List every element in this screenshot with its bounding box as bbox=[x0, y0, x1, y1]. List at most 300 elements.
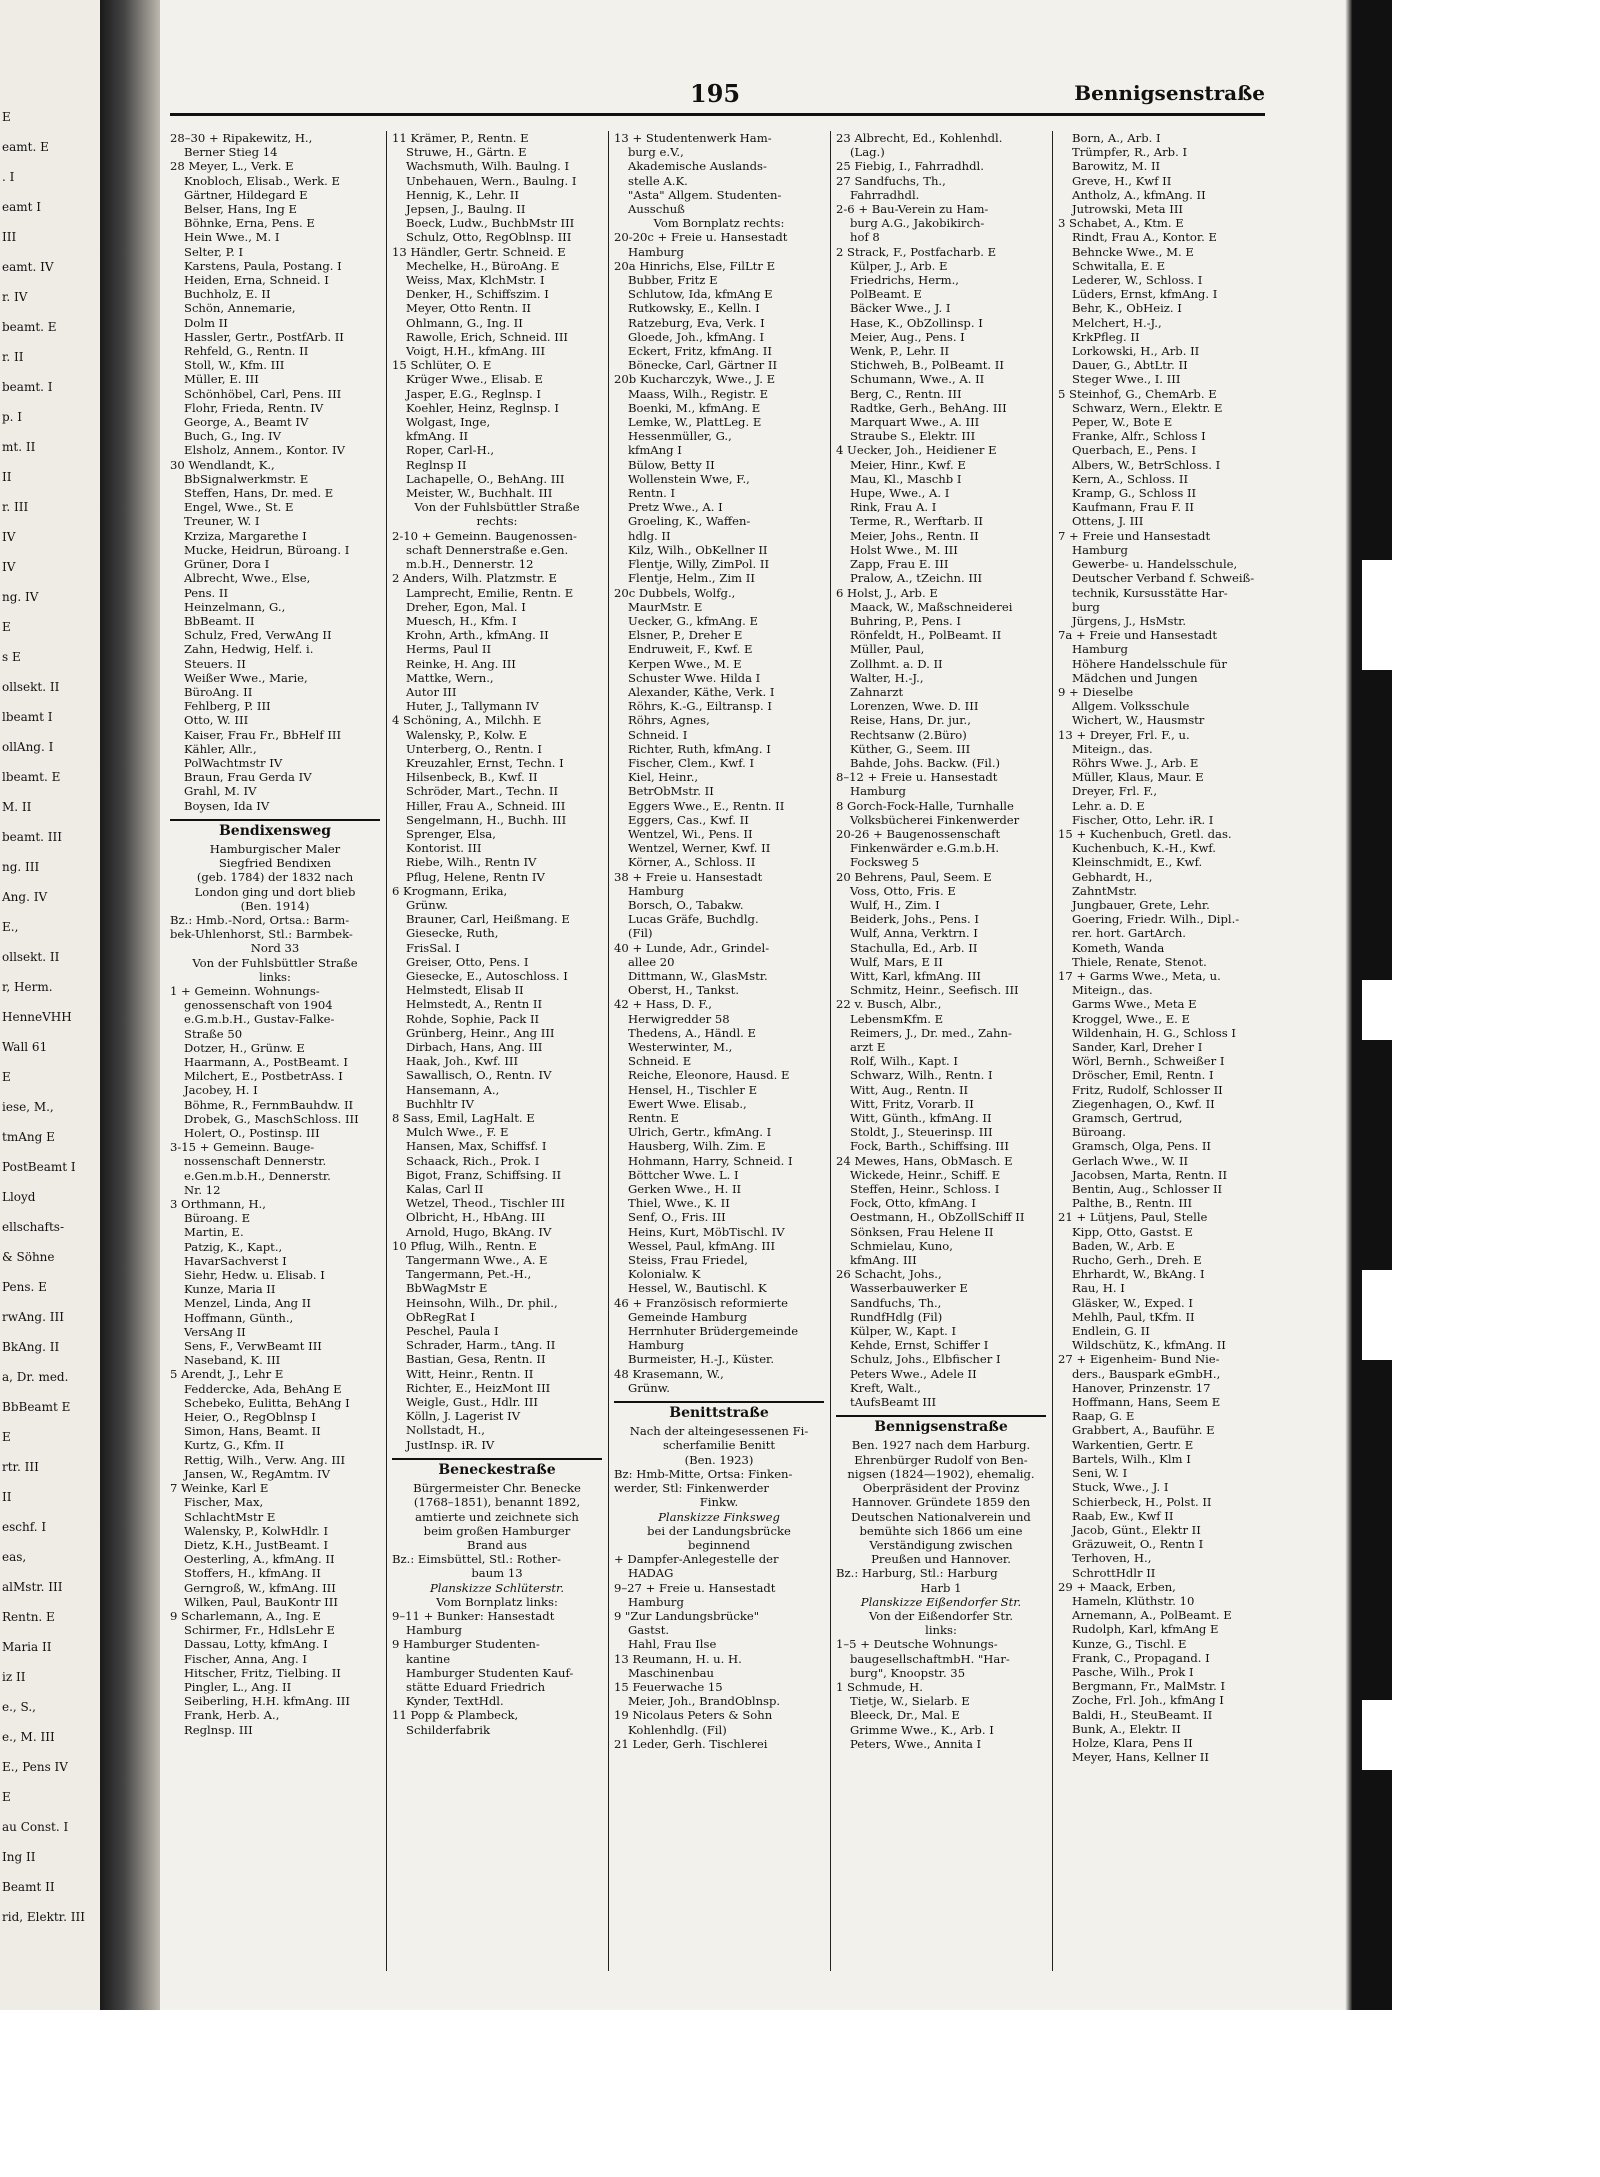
directory-line: Wulf, Mars, E II bbox=[850, 954, 943, 969]
facing-page-fragment: p. I bbox=[2, 410, 23, 424]
directory-line: Schmitz, Heinr., Seefisch. III bbox=[850, 983, 1019, 998]
directory-line: Thiele, Renate, Stenot. bbox=[1072, 954, 1207, 969]
directory-line: Volksbücherei Finkenwerder bbox=[850, 812, 1020, 827]
directory-line: Finkw. bbox=[699, 1495, 739, 1510]
directory-line: Witt, Günth., kfmAng. II bbox=[850, 1111, 992, 1126]
house-entry: 13 Händler, Gertr. Schneid. E bbox=[392, 244, 566, 259]
directory-line: Hoffmann, Günth., bbox=[184, 1310, 294, 1325]
directory-line: SchlachtMstr E bbox=[184, 1509, 276, 1524]
house-entry: 20a Hinrichs, Else, FilLtr E bbox=[614, 258, 776, 273]
facing-page-fragment: IV bbox=[2, 530, 16, 544]
directory-line: Stoffers, H., kfmAng. II bbox=[184, 1566, 321, 1581]
directory-line: Bergmann, Fr., MalMstr. I bbox=[1072, 1679, 1226, 1694]
house-entry: 22 v. Busch, Albr., bbox=[836, 997, 942, 1012]
directory-line: Sawallisch, O., Rentn. IV bbox=[406, 1068, 552, 1083]
directory-line: Dreher, Egon, Mal. I bbox=[406, 599, 526, 614]
directory-line: Kramp, G., Schloss II bbox=[1072, 486, 1197, 501]
directory-line: Schirmer, Fr., HdlsLehr E bbox=[184, 1623, 335, 1638]
directory-line: Rentn. E bbox=[628, 1111, 680, 1126]
directory-line: Schön, Annemarie, bbox=[184, 301, 296, 316]
directory-line: Rink, Frau A. I bbox=[850, 500, 937, 515]
directory-line: Gräzuweit, O., Rentn I bbox=[1072, 1537, 1204, 1552]
directory-line: Kreft, Walt., bbox=[850, 1380, 921, 1395]
house-entry: Bz.: Hmb.-Nord, Ortsa.: Barm- bbox=[170, 912, 350, 927]
directory-line: bei der Landungsbrücke bbox=[647, 1523, 791, 1538]
directory-line: Bentin, Aug., Schlosser II bbox=[1072, 1182, 1223, 1197]
facing-page-fragment: eschf. I bbox=[2, 1520, 47, 1534]
directory-line: Riebe, Wilh., Rentn IV bbox=[406, 855, 537, 870]
directory-line: Huter, J., Tallymann IV bbox=[406, 699, 539, 714]
directory-line: Hitscher, Fritz, Tielbing. II bbox=[184, 1665, 341, 1680]
directory-line: Helmstedt, Elisab II bbox=[406, 983, 524, 998]
facing-page-fragment: HenneVHH bbox=[2, 1010, 72, 1024]
directory-line: (Lag.) bbox=[850, 145, 885, 160]
facing-page-fragment: Lloyd bbox=[2, 1190, 36, 1204]
directory-line: Lucas Gräfe, Buchdlg. bbox=[628, 912, 759, 927]
directory-line: Witt, Heinr., Rentn. II bbox=[406, 1366, 534, 1381]
directory-line: Bunk, A., Elektr. II bbox=[1072, 1721, 1181, 1736]
directory-line: Westerwinter, M., bbox=[628, 1040, 733, 1054]
directory-line: Autor III bbox=[406, 684, 457, 699]
directory-line: Kerpen Wwe., M. E bbox=[628, 656, 742, 671]
directory-line: Flentje, Willy, ZimPol. II bbox=[628, 557, 770, 572]
directory-line: Dauer, G., AbtLtr. II bbox=[1072, 358, 1188, 373]
directory-line: FrisSal. I bbox=[406, 940, 460, 955]
directory-line: Fritz, Rudolf, Schlosser II bbox=[1072, 1082, 1223, 1097]
house-entry: 6 Holst, J., Arb. E bbox=[836, 585, 938, 600]
directory-line: Hansemann, A., bbox=[406, 1082, 500, 1097]
directory-line: Heinsohn, Wilh., Dr. phil., bbox=[406, 1295, 558, 1310]
directory-line: Kontorist. III bbox=[406, 841, 482, 856]
house-entry: 11 Krämer, P., Rentn. E bbox=[392, 131, 529, 145]
directory-line: Frank, C., Propagand. I bbox=[1072, 1650, 1210, 1665]
directory-line: Ottens, J. III bbox=[1072, 514, 1144, 529]
directory-line: burg e.V., bbox=[628, 145, 684, 160]
directory-line: Kern, A., Schloss. II bbox=[1072, 471, 1189, 486]
facing-page-fragment: mt. II bbox=[2, 440, 36, 454]
directory-line: Milchert, E., PostbetrAss. I bbox=[184, 1069, 343, 1084]
directory-line: Gemeinde Hamburg bbox=[628, 1309, 747, 1324]
house-entry: 13 + Studentenwerk Ham- bbox=[614, 131, 772, 145]
directory-line: Grünberg, Heinr., Ang III bbox=[406, 1025, 555, 1040]
directory-line: Rau, H. I bbox=[1072, 1281, 1125, 1296]
directory-line: Sander, Karl, Dreher I bbox=[1072, 1040, 1203, 1054]
directory-line: Kurtz, G., Kfm. II bbox=[184, 1438, 284, 1453]
directory-line: Buchhltr IV bbox=[406, 1096, 474, 1111]
directory-line: Zahnarzt bbox=[850, 684, 904, 699]
directory-line: Kehde, Ernst, Schiffer I bbox=[850, 1338, 989, 1353]
directory-line: Weigle, Gust., Hdlr. III bbox=[406, 1395, 538, 1410]
directory-line: Jürgens, J., HsMstr. bbox=[1072, 613, 1187, 628]
facing-page-fragment: Beamt II bbox=[2, 1880, 55, 1894]
directory-line: Rönfeldt, H., PolBeamt. II bbox=[850, 628, 1002, 643]
facing-page-fragment: M. II bbox=[2, 800, 32, 814]
directory-line: amtierte und zeichnete sich bbox=[415, 1509, 579, 1524]
plan-sketch-note: Planskizze Eißendorfer Str. bbox=[860, 1594, 1022, 1609]
directory-line: Dirbach, Hans, Ang. III bbox=[406, 1040, 543, 1054]
directory-line: Struwe, H., Gärtn. E bbox=[406, 145, 527, 160]
directory-line: Thiel, Wwe., K. II bbox=[628, 1196, 730, 1211]
directory-line: Knobloch, Elisab., Werk. E bbox=[184, 173, 340, 188]
directory-line: Schwitalla, E. E bbox=[1072, 258, 1166, 273]
directory-line: Greve, H., Kwf II bbox=[1072, 173, 1172, 188]
directory-line: Wulf, H., Zim. I bbox=[850, 897, 940, 912]
directory-line: Meister, W., Buchhalt. III bbox=[406, 486, 553, 501]
directory-line: burg A.G., Jakobikirch- bbox=[850, 216, 985, 231]
directory-line: Jacob, Günt., Elektr II bbox=[1072, 1522, 1201, 1537]
house-entry: 2 Strack, F., Postfacharb. E bbox=[836, 244, 997, 259]
directory-line: Grabbert, A., Bauführ. E bbox=[1072, 1423, 1215, 1438]
facing-page-fragment: eamt. E bbox=[2, 140, 49, 154]
directory-line: burg bbox=[1072, 599, 1100, 614]
directory-line: bemühte sich 1866 um eine bbox=[859, 1523, 1023, 1538]
house-entry: 20-26 + Baugenossenschaft bbox=[836, 826, 1001, 841]
directory-line: Hessenmüller, G., bbox=[628, 429, 732, 444]
directory-line: Meier, Hinr., Kwf. E bbox=[850, 457, 966, 472]
house-entry: 15 Schlüter, O. E bbox=[392, 358, 492, 373]
directory-line: Schneid. E bbox=[628, 1054, 692, 1069]
facing-page-fragment: II bbox=[2, 1490, 12, 1504]
directory-line: Hahl, Frau Ilse bbox=[628, 1637, 717, 1652]
facing-page-fragment: Pens. E bbox=[2, 1280, 47, 1294]
directory-line: Heier, O., RegOblnsp I bbox=[184, 1410, 316, 1425]
house-entry: 24 Mewes, Hans, ObMasch. E bbox=[836, 1153, 1013, 1168]
directory-line: Fahrradhdl. bbox=[850, 187, 920, 202]
directory-line: Haak, Joh., Kwf. III bbox=[406, 1054, 519, 1069]
directory-line: Kalas, Carl II bbox=[406, 1182, 484, 1197]
directory-line: LebensmKfm. E bbox=[850, 1011, 944, 1026]
house-entry: werder, Stl: Finkenwerder bbox=[614, 1481, 769, 1496]
directory-line: Baldi, H., SteuBeamt. II bbox=[1072, 1707, 1213, 1722]
facing-page-fragment: E., Pens IV bbox=[2, 1760, 68, 1774]
directory-line: Steuers. II bbox=[184, 656, 246, 671]
directory-line: baum 13 bbox=[471, 1566, 523, 1581]
directory-line: Rindt, Frau A., Kontor. E bbox=[1072, 230, 1217, 245]
directory-line: Kometh, Wanda bbox=[1072, 940, 1165, 955]
directory-line: Hensel, H., Tischler E bbox=[628, 1082, 758, 1097]
directory-line: Lederer, W., Schloss. I bbox=[1072, 273, 1203, 288]
directory-line: Kaufmann, Frau F. II bbox=[1072, 500, 1194, 515]
directory-line: Patzig, K., Kapt., bbox=[184, 1239, 283, 1254]
directory-line: Peper, W., Bote E bbox=[1072, 415, 1173, 430]
directory-line: Voss, Otto, Fris. E bbox=[850, 883, 956, 898]
directory-line: Rohde, Sophie, Pack II bbox=[406, 1011, 540, 1026]
facing-page-fragment: Rentn. E bbox=[2, 1610, 55, 1624]
directory-line: Stachulla, Ed., Arb. II bbox=[850, 940, 978, 955]
house-entry: 19 Nicolaus Peters & Sohn bbox=[614, 1708, 773, 1723]
directory-line: Gebhardt, H., bbox=[1072, 869, 1153, 884]
directory-line: Deutscher Verband f. Schweiß- bbox=[1072, 571, 1255, 586]
directory-line: Mucke, Heidrun, Büroang. I bbox=[184, 542, 350, 557]
directory-line: Müller, Klaus, Maur. E bbox=[1072, 770, 1204, 785]
directory-line: Nollstadt, H., bbox=[406, 1423, 485, 1438]
directory-line: Schlutow, Ida, kfmAng E bbox=[628, 287, 773, 302]
directory-line: Raap, G. E bbox=[1072, 1409, 1135, 1424]
directory-line: Witt, Fritz, Vorarb. II bbox=[850, 1096, 974, 1111]
directory-line: Wildschütz, K., kfmAng. II bbox=[1072, 1338, 1226, 1353]
directory-line: technik, Kursusstätte Har- bbox=[1072, 585, 1228, 600]
directory-line: Hamburg bbox=[1072, 542, 1128, 557]
house-entry: 48 Krasemann, W., bbox=[614, 1366, 724, 1381]
directory-line: Ausschuß bbox=[628, 202, 685, 217]
house-entry: 15 + Kuchenbuch, Gretl. das. bbox=[1058, 826, 1232, 841]
directory-line: Kipp, Otto, Gastst. E bbox=[1072, 1224, 1193, 1239]
directory-line: Oberst, H., Tankst. bbox=[628, 983, 740, 998]
directory-line: Gloede, Joh., kfmAng. I bbox=[628, 329, 765, 344]
directory-line: Radtke, Gerh., BehAng. III bbox=[850, 400, 1007, 415]
house-entry: 20-20c + Freie u. Hansestadt bbox=[614, 230, 788, 245]
directory-line: Stoldt, J., Steuerinsp. III bbox=[850, 1125, 993, 1140]
directory-line: Albrecht, Wwe., Else, bbox=[184, 571, 311, 586]
house-entry: Bz.: Harburg, Stl.: Harburg bbox=[836, 1566, 998, 1581]
directory-line: Kunze, Maria II bbox=[184, 1282, 276, 1297]
directory-line: Peters Wwe., Adele II bbox=[850, 1366, 977, 1381]
directory-column-2 bbox=[392, 131, 602, 1971]
directory-line: Wollenstein Wwe, F., bbox=[628, 471, 750, 486]
directory-line: Beiderk, Johs., Pens. I bbox=[850, 912, 979, 927]
directory-line: Trümpfer, R., Arb. I bbox=[1072, 145, 1188, 160]
facing-page-fragment: rwAng. III bbox=[2, 1310, 64, 1324]
directory-line: Ehrhardt, W., BkAng. I bbox=[1072, 1267, 1205, 1282]
directory-line: Büroang. bbox=[1072, 1125, 1126, 1140]
directory-line: Höhere Handelsschule für bbox=[1072, 656, 1227, 671]
facing-page-fragment: IV bbox=[2, 560, 16, 574]
facing-page-fragment: lbeamt. E bbox=[2, 770, 61, 784]
directory-line: Miteign., das. bbox=[1072, 741, 1153, 756]
directory-line: Brand aus bbox=[467, 1537, 527, 1552]
directory-line: Garms Wwe., Meta E bbox=[1072, 997, 1197, 1012]
house-entry: 28–30 + Ripakewitz, H., bbox=[170, 131, 313, 145]
directory-line: Fischer, Clem., Kwf. I bbox=[628, 755, 755, 770]
facing-page-fragment: rtr. III bbox=[2, 1460, 39, 1474]
facing-page-fragment: eas, bbox=[2, 1550, 27, 1564]
directory-line: Giesecke, E., Autoschloss. I bbox=[406, 968, 568, 983]
directory-line: Küther, G., Seem. III bbox=[850, 741, 971, 756]
directory-line: Koehler, Heinz, Reglnsp. I bbox=[406, 400, 559, 415]
house-entry: 1–5 + Deutsche Wohnungs- bbox=[836, 1637, 998, 1652]
directory-line: ders., Bauspark eGmbH., bbox=[1072, 1366, 1221, 1381]
directory-line: Peters, Wwe., Annita I bbox=[850, 1736, 982, 1751]
directory-line: Hamburg bbox=[628, 244, 684, 259]
directory-line: Rettig, Wilh., Verw. Ang. III bbox=[184, 1452, 346, 1467]
directory-line: HavarSachverst I bbox=[184, 1253, 287, 1268]
house-entry: 20b Kucharczyk, Wwe., J. E bbox=[614, 372, 776, 387]
facing-page-fragment: ollAng. I bbox=[2, 740, 54, 754]
street-section-title: Bendixensweg bbox=[170, 819, 380, 838]
directory-line: Eggers Wwe., E., Rentn. II bbox=[628, 798, 785, 813]
directory-line: Gramsch, Olga, Pens. II bbox=[1072, 1139, 1211, 1154]
directory-line: Heinzelmann, G., bbox=[184, 599, 286, 614]
directory-line: Gärtner, Hildegard E bbox=[184, 187, 308, 202]
directory-line: (Fil) bbox=[628, 926, 653, 941]
directory-line: Kohlenhdlg. (Fil) bbox=[628, 1722, 727, 1737]
house-entry: 23 Albrecht, Ed., Kohlenhdl. bbox=[836, 131, 1003, 145]
directory-line: Bülow, Betty II bbox=[628, 457, 715, 472]
directory-line: Bastian, Gesa, Rentn. II bbox=[406, 1352, 546, 1367]
directory-line: Pingler, L., Ang. II bbox=[184, 1679, 292, 1694]
column-divider bbox=[386, 131, 387, 1971]
directory-line: Heins, Kurt, MöbTischl. IV bbox=[628, 1224, 785, 1239]
directory-line: Gläsker, W., Exped. I bbox=[1072, 1295, 1193, 1310]
directory-line: Krziza, Margarethe I bbox=[184, 528, 307, 543]
column-divider bbox=[1052, 131, 1053, 1971]
directory-line: Richter, E., HeizMont III bbox=[406, 1380, 551, 1395]
directory-line: Kolonialw. K bbox=[628, 1267, 701, 1282]
directory-line: Reinke, H. Ang. III bbox=[406, 656, 516, 671]
directory-line: Eggers, Cas., Kwf. II bbox=[628, 812, 749, 827]
directory-line: Hamburg bbox=[1072, 642, 1128, 657]
directory-line: Antholz, A., kfmAng. II bbox=[1072, 187, 1206, 202]
directory-line: Roper, Carl-H., bbox=[406, 443, 495, 458]
directory-line: Melchert, H.-J., bbox=[1072, 315, 1162, 330]
directory-line: Wolgast, Inge, bbox=[406, 415, 491, 430]
directory-line: Meier, Aug., Pens. I bbox=[850, 329, 965, 344]
directory-line: burg", Knoopstr. 35 bbox=[850, 1665, 966, 1680]
directory-line: Rehfeld, G., Rentn. II bbox=[184, 344, 309, 359]
directory-line: Steffen, Heinr., Schloss. I bbox=[850, 1182, 1000, 1197]
directory-line: Rawolle, Erich, Schneid. III bbox=[406, 329, 568, 344]
directory-line: Jacobey, H. I bbox=[184, 1083, 258, 1098]
directory-line: Dassau, Lotty, kfmAng. I bbox=[184, 1637, 328, 1652]
directory-line: Seni, W. I bbox=[1072, 1466, 1128, 1481]
directory-line: Groeling, K., Waffen- bbox=[628, 514, 751, 529]
directory-line: Witt, Aug., Rentn. II bbox=[850, 1082, 969, 1097]
directory-line: tAufsBeamt III bbox=[850, 1395, 937, 1410]
directory-line: Feddercke, Ada, BehAng E bbox=[184, 1381, 342, 1396]
directory-line: Arnemann, A., PolBeamt. E bbox=[1072, 1608, 1232, 1623]
directory-line: Preußen und Hannover. bbox=[871, 1552, 1011, 1567]
directory-line: Schulz, Johs., Elbfischer I bbox=[850, 1352, 1001, 1367]
facing-page-fragment: Maria II bbox=[2, 1640, 52, 1654]
directory-line: Meier, Joh., BrandOblnsp. bbox=[628, 1694, 781, 1709]
directory-line: Olbricht, H., HbAng. III bbox=[406, 1210, 545, 1225]
street-section-title: Bennigsenstraße bbox=[836, 1415, 1046, 1434]
directory-line: Straße 50 bbox=[184, 1026, 243, 1041]
house-entry: 21 + Lütjens, Paul, Stelle bbox=[1058, 1210, 1208, 1225]
house-entry: 9–11 + Bunker: Hansestadt bbox=[392, 1608, 555, 1623]
directory-line: Jacobsen, Marta, Rentn. II bbox=[1072, 1167, 1228, 1182]
directory-line: Walensky, P., Kolw. E bbox=[406, 727, 528, 742]
directory-line: Elsner, P., Dreher E bbox=[628, 628, 743, 643]
directory-line: Boysen, Ida IV bbox=[184, 798, 270, 813]
directory-line: (1768–1851), benannt 1892, bbox=[413, 1495, 581, 1510]
directory-line: Schierbeck, H., Polst. II bbox=[1072, 1494, 1212, 1509]
directory-line: Friedrichs, Herm., bbox=[850, 273, 959, 288]
house-entry: 21 Leder, Gerh. Tischlerei bbox=[614, 1736, 768, 1751]
directory-line: Frank, Herb. A., bbox=[184, 1708, 280, 1723]
directory-line: Krüger Wwe., Elisab. E bbox=[406, 372, 543, 387]
directory-line: Mulch Wwe., F. E bbox=[406, 1125, 509, 1140]
directory-line: Fischer, Anna, Ang. I bbox=[184, 1651, 307, 1666]
directory-line: Focksweg 5 bbox=[850, 855, 920, 870]
directory-line: Buchholz, E. II bbox=[184, 287, 271, 302]
directory-line: Fock, Otto, kfmAng. I bbox=[850, 1196, 976, 1211]
directory-line: Akademische Auslands- bbox=[628, 159, 767, 174]
directory-line: Jasper, E.G., Reglnsp. I bbox=[406, 386, 541, 401]
directory-line: Wenk, P., Lehr. II bbox=[850, 344, 950, 359]
directory-line: Endlein, G. II bbox=[1072, 1324, 1150, 1339]
directory-column-3 bbox=[614, 131, 824, 1971]
directory-line: Boenki, M., kfmAng. E bbox=[628, 400, 761, 415]
directory-line: Querbach, E., Pens. I bbox=[1072, 443, 1197, 458]
directory-line: Oesterling, A., kfmAng. II bbox=[184, 1552, 335, 1567]
directory-line: Hanover, Prinzenstr. 17 bbox=[1072, 1380, 1211, 1395]
house-entry: 8 Gorch-Fock-Halle, Turnhalle bbox=[836, 798, 1014, 813]
directory-line: RundfHdlg (Fil) bbox=[850, 1309, 943, 1324]
directory-line: Von der Fuhlsbüttler Straße bbox=[414, 500, 580, 515]
directory-line: Fock, Barth., Schiffsing. III bbox=[850, 1139, 1009, 1154]
house-entry: 11 Popp & Plambeck, bbox=[392, 1708, 519, 1723]
directory-line: JustInsp. iR. IV bbox=[406, 1437, 495, 1452]
house-entry: 8 Sass, Emil, LagHalt. E bbox=[392, 1111, 535, 1126]
directory-line: Maschinenbau bbox=[628, 1665, 714, 1680]
directory-line: Giesecke, Ruth, bbox=[406, 926, 499, 941]
directory-line: stelle A.K. bbox=[628, 173, 688, 188]
facing-page-fragment: r. II bbox=[2, 350, 24, 364]
facing-page-fragment: r. IV bbox=[2, 290, 28, 304]
directory-line: Oestmann, H., ObZollSchiff II bbox=[850, 1210, 1025, 1225]
facing-page-fragment: III bbox=[2, 230, 17, 244]
directory-line: Lorenzen, Wwe. D. III bbox=[850, 699, 979, 714]
directory-line: Büroang. E bbox=[184, 1211, 251, 1226]
directory-line: PolBeamt. E bbox=[850, 287, 922, 302]
directory-line: Vom Bornplatz links: bbox=[436, 1594, 558, 1609]
directory-line: Karstens, Paula, Postang. I bbox=[184, 258, 342, 273]
directory-line: Fehlberg, P. III bbox=[184, 699, 271, 714]
directory-line: Seiberling, H.H. kfmAng. III bbox=[184, 1694, 350, 1709]
directory-line: Pens. II bbox=[184, 585, 229, 600]
directory-line: Hennig, K., Lehr. II bbox=[406, 187, 519, 202]
directory-line: Allgem. Volksschule bbox=[1072, 699, 1190, 714]
house-entry: 7a + Freie und Hansestadt bbox=[1058, 628, 1218, 643]
directory-line: e.Gen.m.b.H., Dennerstr. bbox=[184, 1168, 331, 1183]
directory-line: Braun, Frau Gerda IV bbox=[184, 770, 312, 785]
directory-line: Helmstedt, A., Rentn II bbox=[406, 997, 543, 1012]
directory-line: Born, A., Arb. I bbox=[1072, 131, 1161, 145]
directory-line: Peschel, Paula I bbox=[406, 1324, 499, 1339]
directory-line: Ziegenhagen, O., Kwf. II bbox=[1072, 1096, 1215, 1111]
directory-line: Wessel, Paul, kfmAng. III bbox=[628, 1238, 776, 1253]
directory-line: Ulrich, Gertr., kfmAng. I bbox=[628, 1125, 772, 1140]
directory-line: Ohlmann, G., Ing. II bbox=[406, 315, 523, 330]
directory-line: Pasche, Wilh., Prok I bbox=[1072, 1664, 1194, 1679]
house-entry: 10 Pflug, Wilh., Rentn. E bbox=[392, 1238, 537, 1253]
facing-page-fragment: Ing II bbox=[2, 1850, 36, 1864]
directory-line: Ewert Wwe. Elisab., bbox=[628, 1096, 747, 1111]
directory-line: Miteign., das. bbox=[1072, 983, 1153, 998]
facing-page-fragment: eamt I bbox=[2, 200, 42, 214]
directory-line: Jansen, W., RegAmtm. IV bbox=[184, 1466, 330, 1481]
directory-line: schaft Dennerstraße e.Gen. bbox=[406, 542, 569, 557]
house-entry: 17 + Garms Wwe., Meta, u. bbox=[1058, 968, 1221, 983]
directory-line: Bartels, Wilh., Klm I bbox=[1072, 1451, 1191, 1466]
directory-line: Albers, W., BetrSchloss. I bbox=[1072, 457, 1221, 472]
directory-line: Kroggel, Wwe., E. E bbox=[1072, 1011, 1191, 1026]
directory-line: hof 8 bbox=[850, 230, 880, 245]
directory-line: Zahn, Hedwig, Helf. i. bbox=[184, 642, 314, 657]
directory-line: Senf, O., Fris. III bbox=[628, 1210, 726, 1225]
house-entry: 20c Dubbels, Wolfg., bbox=[614, 585, 736, 600]
directory-line: ZahntMstr. bbox=[1072, 883, 1137, 898]
directory-line: Boeck, Ludw., BuchbMstr III bbox=[406, 216, 575, 231]
house-entry: 40 + Lunde, Adr., Grindel- bbox=[614, 940, 770, 955]
house-entry: 46 + Französisch reformierte bbox=[614, 1295, 788, 1310]
directory-line: baugesellschaftmbH. "Har- bbox=[850, 1651, 1010, 1666]
house-entry: 3-15 + Gemeinn. Bauge- bbox=[170, 1140, 315, 1155]
directory-line: kfmAng. II bbox=[406, 429, 469, 444]
house-entry: 27 Sandfuchs, Th., bbox=[836, 173, 946, 188]
directory-line: Gramsch, Gertrud, bbox=[1072, 1111, 1183, 1126]
